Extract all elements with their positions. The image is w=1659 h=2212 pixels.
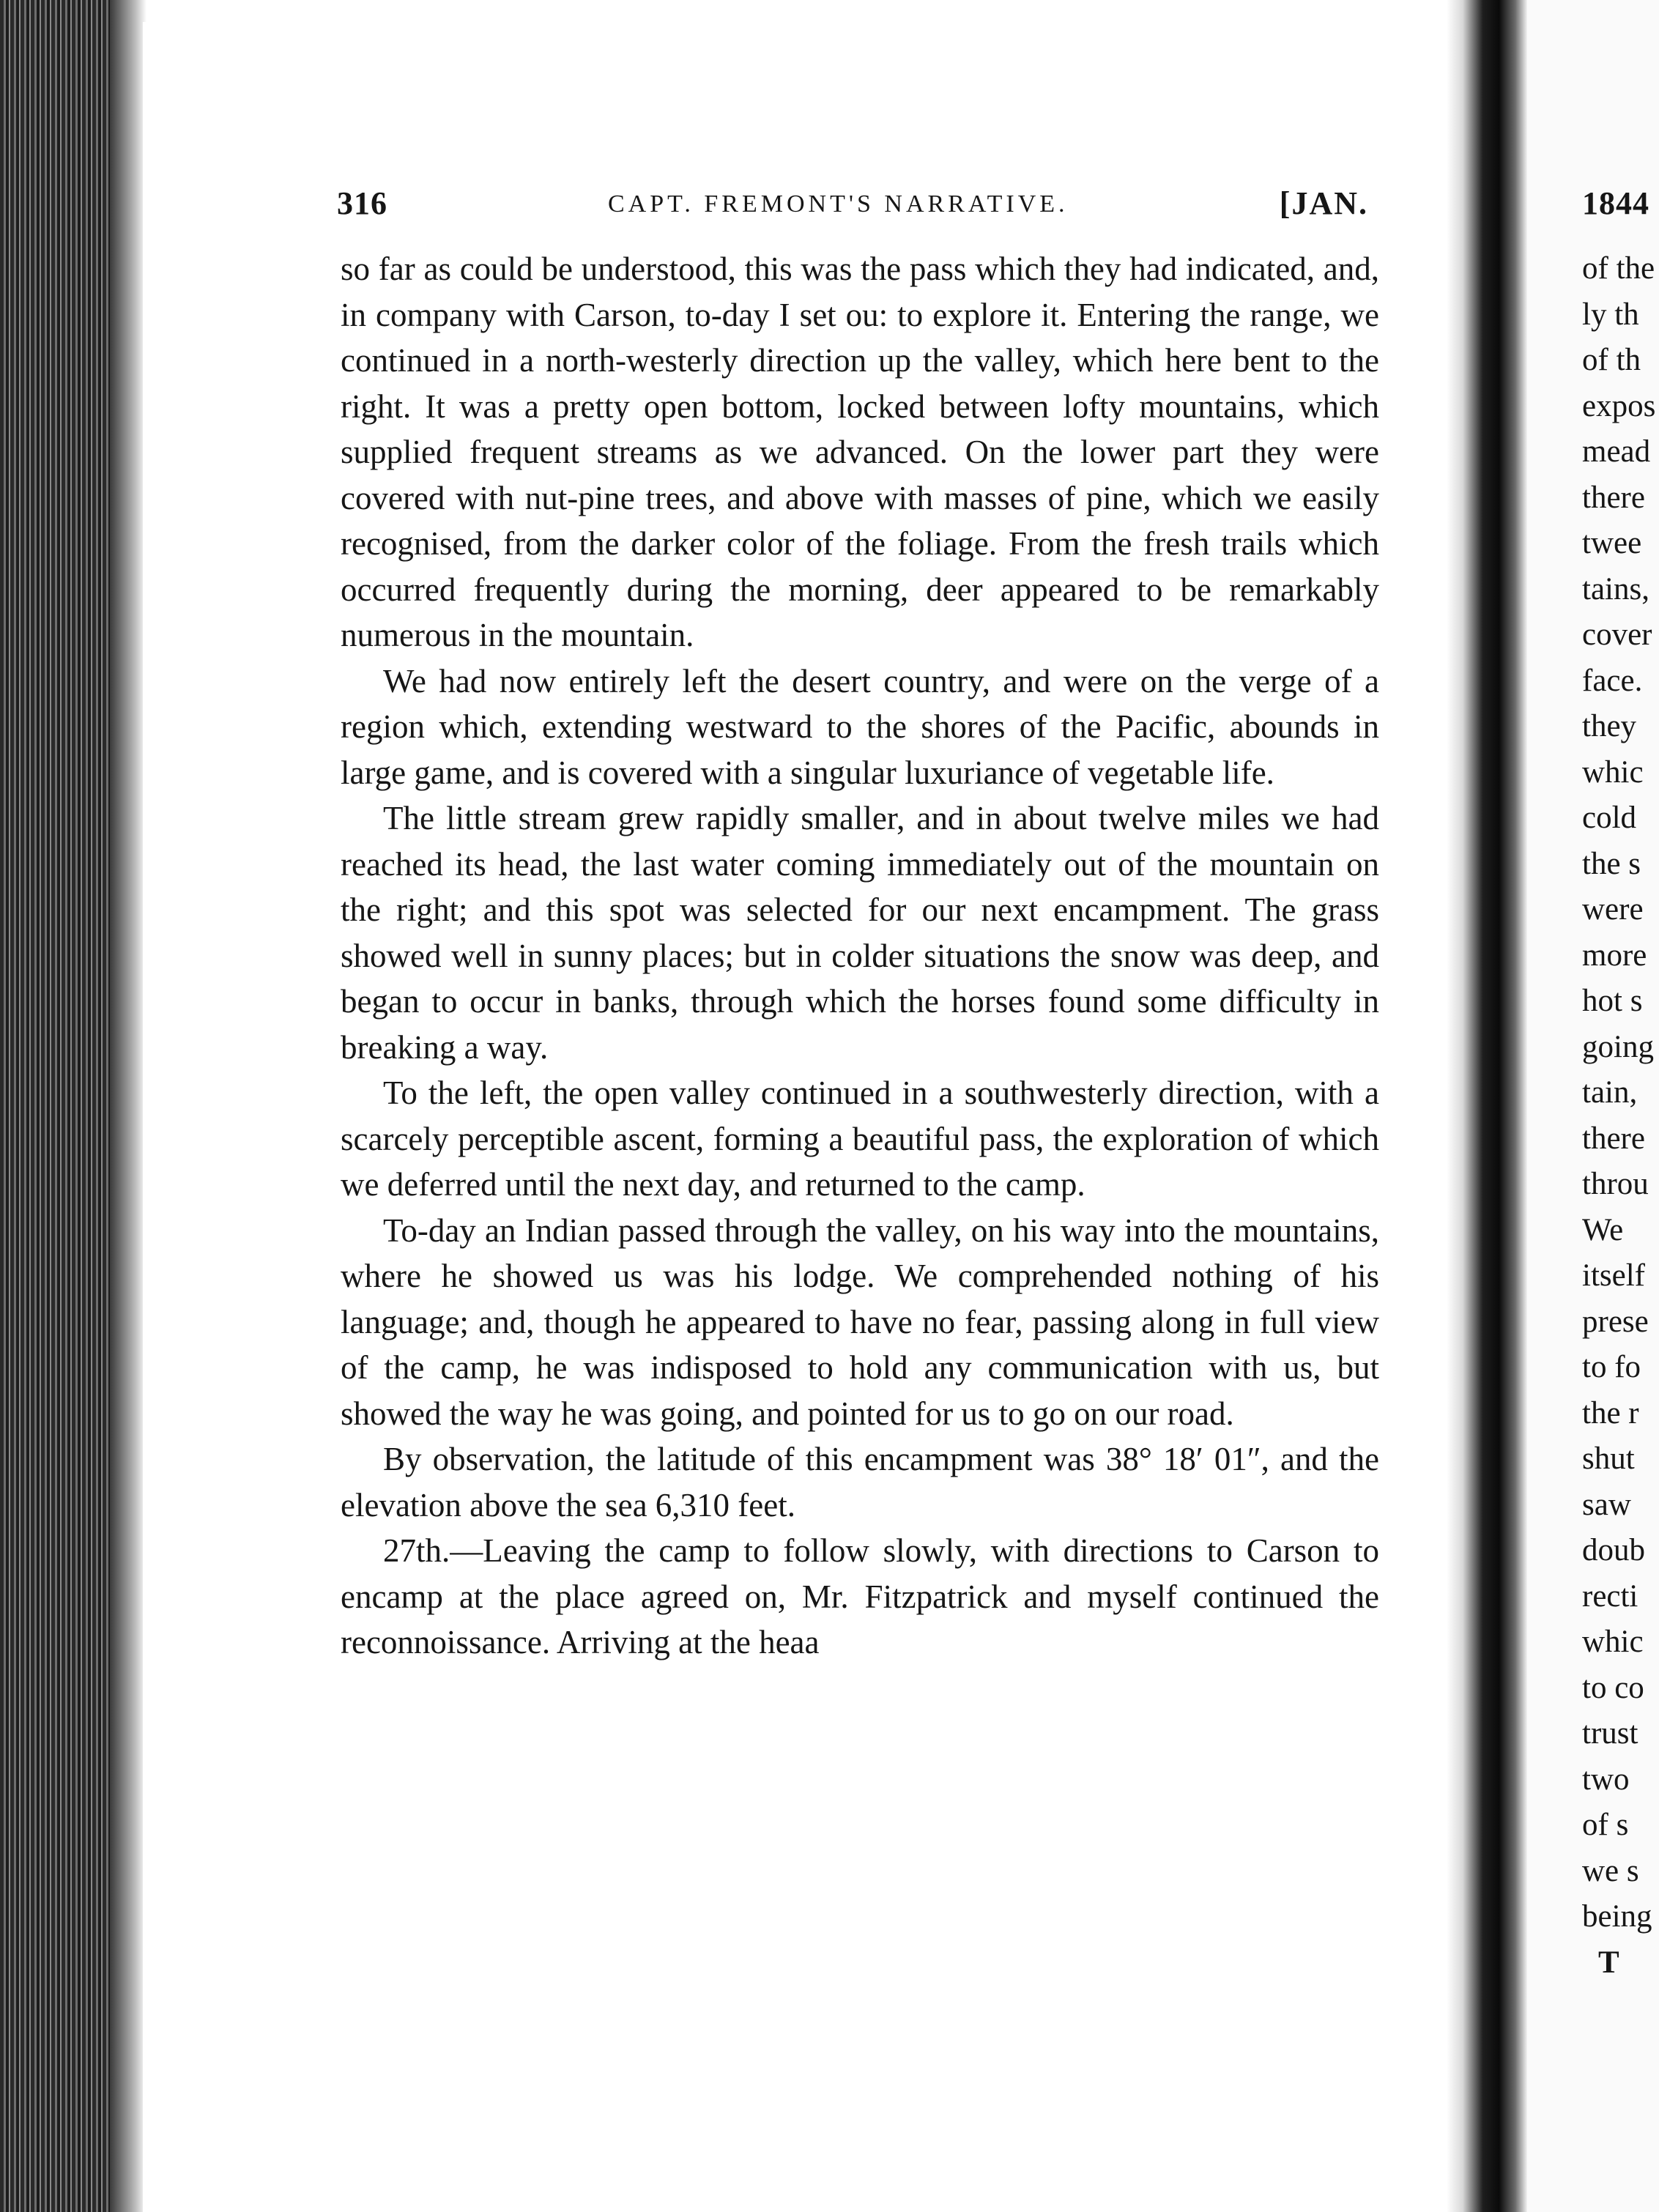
facing-line-fragment: prese (1582, 1304, 1649, 1339)
facing-line-fragment: of s (1582, 1808, 1629, 1842)
paragraph: 27th.—Leaving the camp to follow slowly, with directions to Carson to encamp at the place agreed on, Mr. Fitzpatrick and myself continued the reconnoissance. Arriving at the heaa (341, 1532, 1379, 1660)
facing-line-fragment: doub (1582, 1533, 1645, 1567)
facing-line-fragment: more (1582, 938, 1647, 973)
facing-line-fragment: cover (1582, 617, 1652, 652)
facing-line-fragment: the s (1582, 846, 1641, 881)
facing-page-text (1582, 246, 1655, 1986)
facing-line-fragment: whic (1582, 1625, 1644, 1659)
paragraph: By observation, the latitude of this encampment was 38° 18′ 01″, and the elevation above the sea 6,310 feet. (341, 1441, 1379, 1523)
page-number: 316 (337, 185, 387, 221)
facing-line-fragment: two (1582, 1762, 1630, 1797)
page-header (337, 185, 1377, 229)
facing-line-fragment: expos (1582, 388, 1656, 423)
facing-line-fragment: recti (1582, 1578, 1638, 1614)
facing-line-fragment: throu (1582, 1167, 1649, 1201)
facing-line-fragment: mead (1582, 434, 1651, 469)
book-gutter (1447, 0, 1527, 2212)
facing-line-fragment: to co (1582, 1670, 1644, 1705)
facing-line-fragment: cold (1582, 801, 1637, 835)
facing-line-fragment: were (1582, 892, 1644, 927)
facing-line-fragment: We (1582, 1212, 1624, 1247)
paragraph: so far as could be understood, this was the pass which they had indicated, and, in company with Carson, to-day I set ou: to explore it. Entering the range, we continued in a north-westerly direction up the valley, which here bent to the right. It was a pretty open bottom, locked between lofty mountains, which supplied frequent streams as we advanced. On the lower part they were covered with nut-pine trees, and above with masses of pine, which we easily recognised, from the darker color of the foliage. From the fresh trails which occurred frequently during the morning, deer appeared to be remarkably numerous in the mountain. (341, 250, 1379, 653)
paragraph: We had now entirely left the desert country, and were on the verge of a region which, extending westward to the shores of the Pacific, abounds in large game, and is covered with a singular luxuriance of vegetable life. (341, 662, 1379, 791)
facing-line-fragment: shut (1582, 1441, 1635, 1476)
section-mark: [JAN. (1279, 185, 1368, 221)
facing-line-fragment: whic (1582, 754, 1644, 790)
facing-line-fragment: tains, (1582, 571, 1649, 606)
facing-line-fragment: there (1582, 480, 1645, 515)
facing-line-fragment: itself (1582, 1258, 1645, 1293)
facing-line-fragment: going (1582, 1029, 1654, 1064)
facing-page-number: 1844 (1582, 185, 1649, 221)
facing-line-fragment: they (1582, 709, 1637, 743)
facing-line-fragment: hot s (1582, 984, 1643, 1018)
facing-line-fragment: twee (1582, 526, 1642, 560)
running-title: CAPT. FREMONT'S NARRATIVE. (608, 190, 1069, 218)
facing-line-fragment: trust (1582, 1716, 1638, 1751)
page-edge-shadow (110, 0, 146, 2212)
facing-line-fragment: ly th (1582, 297, 1639, 332)
facing-line-fragment: there (1582, 1121, 1645, 1156)
paragraph: To-day an Indian passed through the valley, on his way into the mountains, where he showed us was his lodge. We comprehended nothing of his language; and, though he appeared to have no fear, passing along in full view of the camp, he was indisposed to hold any communication with us, but showed the way he was going, and pointed for us to go on our road. (341, 1211, 1379, 1432)
facing-line-fragment: of the (1582, 251, 1655, 286)
facing-line-fragment: face. (1582, 663, 1643, 698)
facing-line-fragment: being (1582, 1899, 1652, 1934)
facing-line-fragment: the r (1582, 1395, 1639, 1430)
paragraph: The little stream grew rapidly smaller, and in about twelve miles we had reached its head, the last water coming immediately out of the mountain on the right; and this spot was selected for our next encampment. The grass showed well in sunny places; but in colder situations the snow was deep, and began to occur in banks, through which the horses found some difficulty in breaking a way. (341, 800, 1379, 1066)
facing-line-fragment: to fo (1582, 1350, 1641, 1384)
body-text (341, 246, 1379, 1666)
facing-line-fragment: T (1598, 1945, 1619, 1980)
facing-line-fragment: we s (1582, 1853, 1639, 1888)
facing-line-fragment: saw (1582, 1487, 1631, 1522)
facing-line-fragment: of th (1582, 343, 1641, 377)
facing-line-fragment: tain, (1582, 1075, 1638, 1110)
paragraph: To the left, the open valley continued in a southwesterly direction, with a scarcely perceptible ascent, forming a beautiful pass, the exploration of which we deferred until the next day, and returned to the camp. (341, 1075, 1379, 1203)
